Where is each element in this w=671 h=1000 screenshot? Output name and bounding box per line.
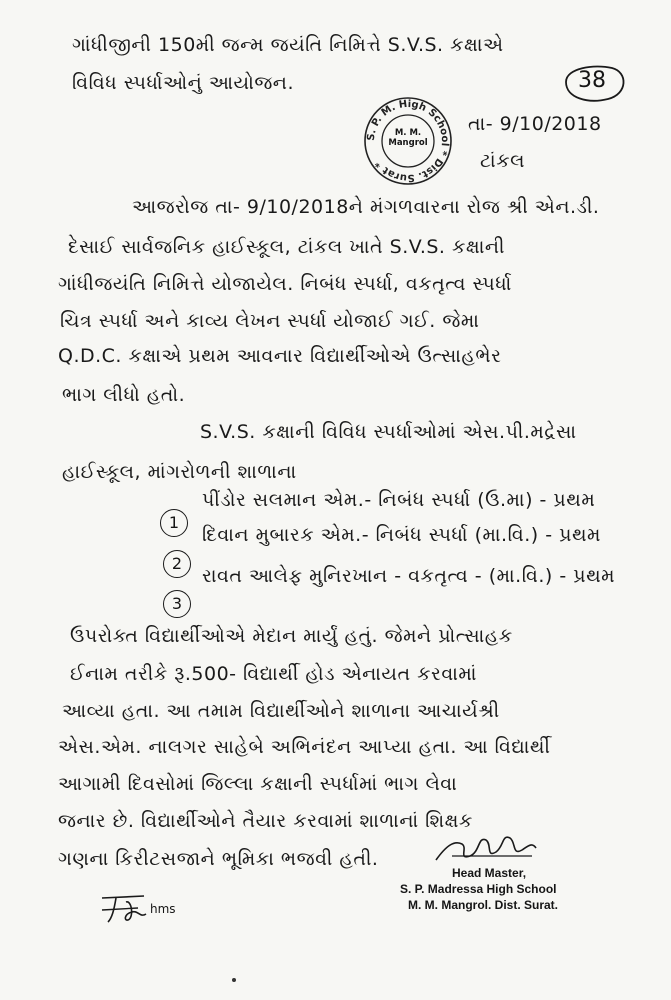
winner-number: 2 bbox=[163, 550, 191, 578]
winner-entry: દિવાન મુબારક એમ.- નિબંધ સ્પર્ધા (મા.વિ.) - પ્રથમ bbox=[202, 524, 601, 546]
left-signature-text: hms bbox=[150, 902, 176, 916]
paragraph-3-line: ઉપરોક્ત વિદ્યાર્થીઓએ મેદાન માર્યું હતું. જેમને પ્રોત્સાહક bbox=[70, 625, 513, 647]
winner-entry: રાવત આલેફ મુનિરખાન - વકતૃત્વ - (મા.વિ.) - પ્રથમ bbox=[202, 565, 616, 587]
footer-designation: Head Master, bbox=[452, 866, 527, 880]
paragraph-1-line: ભાગ લીધો હતો. bbox=[62, 384, 186, 406]
page-number-circle bbox=[560, 60, 630, 104]
paragraph-3-line: ગણના કિરીટસજાને ભૂમિકા ભજવી હતી. bbox=[58, 848, 379, 870]
paragraph-2-line: હાઈસ્કૂલ, માંગરોળની શાળાના bbox=[62, 461, 297, 483]
winner-number: 3 bbox=[163, 590, 191, 618]
letter-place: ટાંકલ bbox=[480, 150, 525, 172]
paragraph-3-line: એસ.એમ. નાલગર સાહેબે અભિનંદન આપ્યા હતા. આ વિદ્યાર્થી bbox=[58, 736, 551, 758]
paragraph-3-line: આવ્યા હતા. આ તમામ વિદ્યાર્થીઓને શાળાના આચાર્યશ્રી bbox=[62, 700, 500, 722]
school-stamp bbox=[362, 95, 454, 187]
paragraph-3-line: આગામી દિવસોમાં જિલ્લા કક્ષાની સ્પર્ધામાં ભાગ લેવા bbox=[58, 773, 458, 795]
title-line-2: વિવિધ સ્પર્ધાઓનું આયોજન. bbox=[72, 72, 295, 94]
stamp-center-line-2: Mangrol bbox=[388, 138, 428, 148]
page-mark bbox=[232, 978, 236, 982]
letter-date: તા- 9/10/2018 bbox=[468, 113, 602, 135]
paragraph-1-line: આજરોજ તા- 9/10/2018ને મંગળવારના રોજ શ્રી એન.ડી. bbox=[132, 196, 600, 218]
page-number: 38 bbox=[578, 68, 606, 93]
footer-address: M. M. Mangrol. Dist. Surat. bbox=[408, 898, 559, 912]
paragraph-1-line: ચિત્ર સ્પર્ધા અને કાવ્ય લેખન સ્પર્ધા યોજાઈ ગઈ. જેમા bbox=[60, 310, 480, 332]
stamp-outer-text: S. P. M. High School * Dist. Surat * bbox=[365, 98, 451, 184]
winner-number: 1 bbox=[160, 509, 188, 537]
paragraph-3-line: ઈનામ તરીકે રૂ.500- વિદ્યાર્થી હોડ એનાયત કરવામાં bbox=[70, 663, 477, 685]
paragraph-1-line: ગાંધીજયંતિ નિમિત્તે યોજાયેલ. નિબંધ સ્પર્ધા, વકતૃત્વ સ્પર્ધા bbox=[58, 273, 512, 295]
stamp-center-line-1: M. M. bbox=[394, 128, 422, 138]
winner-entry: પીંડોર સલમાન એમ.- નિબંધ સ્પર્ધા (ઉ.મા) - પ્રથમ bbox=[202, 489, 596, 511]
footer-school: S. P. Madressa High School bbox=[400, 882, 557, 896]
paragraph-1-line: દેસાઈ સાર્વજનિક હાઈસ્કૂલ, ટાંકલ ખાતે S.V.S. કક્ષાની bbox=[68, 236, 505, 258]
title-line-1: ગાંધીજીની 150મી જન્મ જયંતિ નિમિત્તે S.V.S. કક્ષાએ bbox=[72, 34, 504, 56]
paragraph-3-line: જનાર છે. વિદ્યાર્થીઓને તૈયાર કરવામાં શાળાનાં શિક્ષક bbox=[58, 810, 473, 832]
paragraph-2-line: S.V.S. કક્ષાની વિવિધ સ્પર્ધાઓમાં એસ.પી.મદ્રેસા bbox=[200, 421, 577, 443]
headmaster-signature bbox=[432, 826, 542, 870]
paragraph-1-line: Q.D.C. કક્ષાએ પ્રથમ આવનાર વિદ્યાર્થીઓએ ઉત્સાહભેર bbox=[58, 345, 502, 367]
